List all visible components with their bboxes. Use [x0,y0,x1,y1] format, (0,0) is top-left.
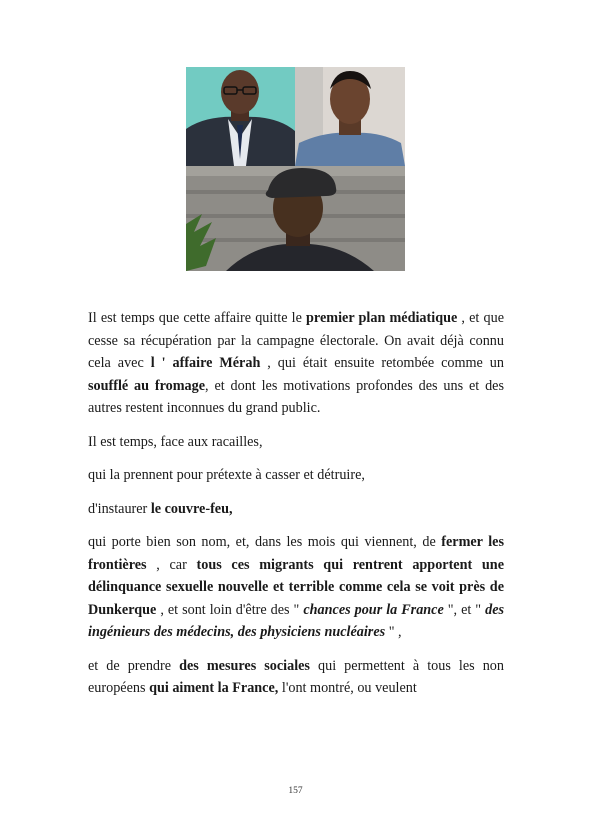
body-text [88,307,504,700]
text-run: , car [146,556,197,573]
paragraph [88,655,504,700]
bold-run: soufflé au fromage [88,377,206,394]
bold-italic-run: des ingénieurs des médecins, des physiciens nucléaires [88,601,505,640]
bold-run: premier plan médiatique [306,310,458,326]
text-run: " , [385,624,402,640]
bold-italic-run: chances pour la France [303,601,444,618]
paragraph: qui la prennent pour prétexte à casser et détruire, [88,467,365,483]
text-run: , et sont loin d'être des " [156,601,304,618]
paragraph [88,307,504,420]
text-run: ", et " [443,601,486,618]
text-run: , et dont les motivations profondes des uns et des autres restent inconnues du grand public. [88,377,504,416]
bold-run: l ' affaire Mérah [150,355,261,371]
text-run: et de prendre [88,657,180,674]
bold-run: des mesures sociales [179,657,310,674]
text-run: qui porte bien son nom, et, dans les mois qui viennent, de [88,534,442,550]
text-run: d'instaurer [88,500,151,517]
bold-run: tous ces migrants qui rentrent apportent une délinquance sexuelle nouvelle et terrible comme cela se voit près de Dunkerque [88,556,504,618]
text-run: , et que cesse sa récupération par la campagne électorale. On avait déjà connu cela avec [88,310,504,371]
photo-collage [186,67,405,271]
bold-run: qui aiment la France, [149,680,279,696]
photo-man-flat-cap [186,166,405,271]
page-number: 157 [288,786,303,796]
text-run: qui permettent à tous les non européens [88,657,504,696]
paragraph [88,498,504,521]
bold-run: fermer les frontières [88,534,504,573]
photo-young-man-denim [295,67,405,166]
bold-run: le couvre-feu, [150,500,233,517]
text-run: l'ont montré, ou veulent [278,680,417,696]
text-run: , qui était ensuite retombée comme un [260,355,504,371]
text-run: Il est temps que cette affaire quitte le [88,310,307,326]
paragraph: Il est temps, face aux racailles, [88,433,263,450]
paragraph [88,531,504,644]
photo-man-glasses-suit [186,67,295,166]
